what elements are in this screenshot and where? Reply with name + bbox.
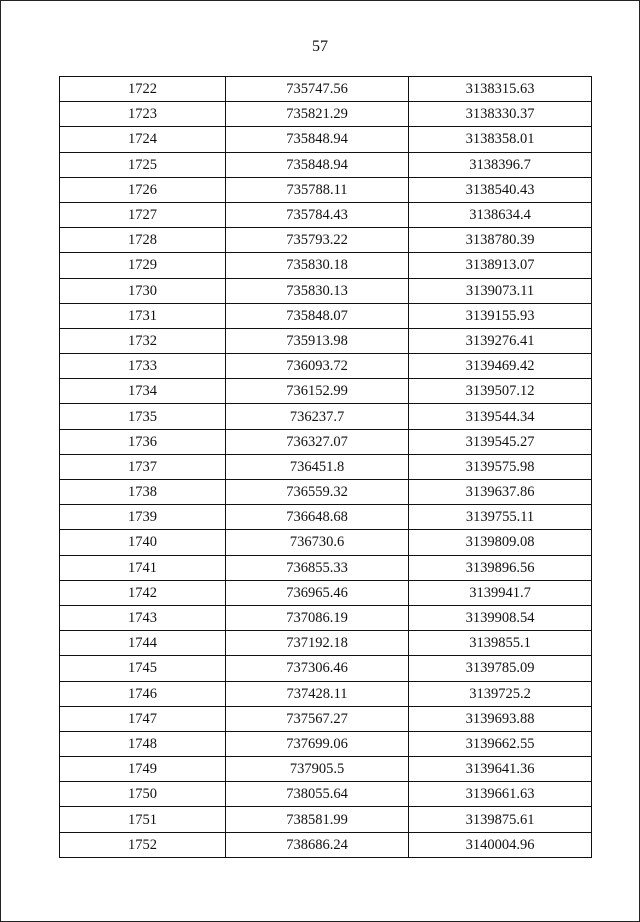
page-number: 57 <box>312 38 328 55</box>
x-coordinate-cell: 737428.11 <box>226 681 409 706</box>
table-row <box>60 631 592 656</box>
point-number-cell: 1733 <box>60 354 226 379</box>
x-coordinate-cell: 736327.07 <box>226 429 409 454</box>
y-coordinate-cell: 3139693.88 <box>409 706 592 731</box>
x-coordinate-cell: 735784.43 <box>226 202 409 227</box>
x-coordinate-cell: 735830.18 <box>226 253 409 278</box>
point-number-cell: 1738 <box>60 480 226 505</box>
point-number-cell: 1747 <box>60 706 226 731</box>
x-coordinate-cell: 737192.18 <box>226 631 409 656</box>
y-coordinate-cell: 3138396.7 <box>409 152 592 177</box>
x-coordinate-cell: 735821.29 <box>226 102 409 127</box>
table-row <box>60 127 592 152</box>
coordinate-table-body <box>60 77 592 858</box>
point-number-cell: 1740 <box>60 530 226 555</box>
y-coordinate-cell: 3139896.56 <box>409 555 592 580</box>
point-number-cell: 1732 <box>60 328 226 353</box>
x-coordinate-cell: 737905.5 <box>226 757 409 782</box>
table-row <box>60 328 592 353</box>
y-coordinate-cell: 3139908.54 <box>409 605 592 630</box>
x-coordinate-cell: 736093.72 <box>226 354 409 379</box>
point-number-cell: 1731 <box>60 303 226 328</box>
table-row <box>60 832 592 857</box>
y-coordinate-cell: 3139661.63 <box>409 782 592 807</box>
y-coordinate-cell: 3139809.08 <box>409 530 592 555</box>
x-coordinate-cell: 737306.46 <box>226 656 409 681</box>
point-number-cell: 1739 <box>60 505 226 530</box>
x-coordinate-cell: 738686.24 <box>226 832 409 857</box>
table-row <box>60 605 592 630</box>
y-coordinate-cell: 3139544.34 <box>409 404 592 429</box>
x-coordinate-cell: 735793.22 <box>226 228 409 253</box>
x-coordinate-cell: 736965.46 <box>226 580 409 605</box>
x-coordinate-cell: 735848.94 <box>226 127 409 152</box>
x-coordinate-cell: 736730.6 <box>226 530 409 555</box>
x-coordinate-cell: 736152.99 <box>226 379 409 404</box>
point-number-cell: 1742 <box>60 580 226 605</box>
table-row <box>60 202 592 227</box>
point-number-cell: 1730 <box>60 278 226 303</box>
x-coordinate-cell: 735747.56 <box>226 77 409 102</box>
point-number-cell: 1743 <box>60 605 226 630</box>
table-row <box>60 253 592 278</box>
y-coordinate-cell: 3138358.01 <box>409 127 592 152</box>
point-number-cell: 1744 <box>60 631 226 656</box>
y-coordinate-cell: 3138634.4 <box>409 202 592 227</box>
table-row <box>60 807 592 832</box>
y-coordinate-cell: 3139507.12 <box>409 379 592 404</box>
x-coordinate-cell: 736237.7 <box>226 404 409 429</box>
table-row <box>60 228 592 253</box>
table-row <box>60 555 592 580</box>
point-number-cell: 1745 <box>60 656 226 681</box>
table-row <box>60 706 592 731</box>
table-row <box>60 530 592 555</box>
y-coordinate-cell: 3139469.42 <box>409 354 592 379</box>
x-coordinate-cell: 738581.99 <box>226 807 409 832</box>
y-coordinate-cell: 3139575.98 <box>409 454 592 479</box>
x-coordinate-cell: 735830.13 <box>226 278 409 303</box>
y-coordinate-cell: 3139073.11 <box>409 278 592 303</box>
y-coordinate-cell: 3138780.39 <box>409 228 592 253</box>
y-coordinate-cell: 3138540.43 <box>409 177 592 202</box>
table-row <box>60 454 592 479</box>
coordinate-table <box>59 76 592 858</box>
table-row <box>60 782 592 807</box>
x-coordinate-cell: 735913.98 <box>226 328 409 353</box>
point-number-cell: 1727 <box>60 202 226 227</box>
x-coordinate-cell: 736451.8 <box>226 454 409 479</box>
table-row <box>60 303 592 328</box>
x-coordinate-cell: 737086.19 <box>226 605 409 630</box>
table-row <box>60 354 592 379</box>
point-number-cell: 1749 <box>60 757 226 782</box>
point-number-cell: 1723 <box>60 102 226 127</box>
y-coordinate-cell: 3139941.7 <box>409 580 592 605</box>
x-coordinate-cell: 735848.07 <box>226 303 409 328</box>
table-row <box>60 278 592 303</box>
y-coordinate-cell: 3139725.2 <box>409 681 592 706</box>
x-coordinate-cell: 735848.94 <box>226 152 409 177</box>
y-coordinate-cell: 3139637.86 <box>409 480 592 505</box>
y-coordinate-cell: 3138913.07 <box>409 253 592 278</box>
table-row <box>60 404 592 429</box>
table-row <box>60 656 592 681</box>
x-coordinate-cell: 736559.32 <box>226 480 409 505</box>
point-number-cell: 1736 <box>60 429 226 454</box>
y-coordinate-cell: 3139155.93 <box>409 303 592 328</box>
point-number-cell: 1725 <box>60 152 226 177</box>
point-number-cell: 1734 <box>60 379 226 404</box>
point-number-cell: 1750 <box>60 782 226 807</box>
x-coordinate-cell: 736855.33 <box>226 555 409 580</box>
table-row <box>60 77 592 102</box>
x-coordinate-cell: 736648.68 <box>226 505 409 530</box>
point-number-cell: 1726 <box>60 177 226 202</box>
point-number-cell: 1741 <box>60 555 226 580</box>
point-number-cell: 1751 <box>60 807 226 832</box>
table-row <box>60 731 592 756</box>
point-number-cell: 1728 <box>60 228 226 253</box>
x-coordinate-cell: 738055.64 <box>226 782 409 807</box>
y-coordinate-cell: 3140004.96 <box>409 832 592 857</box>
y-coordinate-cell: 3139855.1 <box>409 631 592 656</box>
table-row <box>60 505 592 530</box>
point-number-cell: 1722 <box>60 77 226 102</box>
y-coordinate-cell: 3139662.55 <box>409 731 592 756</box>
y-coordinate-cell: 3139545.27 <box>409 429 592 454</box>
table-row <box>60 681 592 706</box>
x-coordinate-cell: 737567.27 <box>226 706 409 731</box>
y-coordinate-cell: 3139641.36 <box>409 757 592 782</box>
point-number-cell: 1729 <box>60 253 226 278</box>
point-number-cell: 1735 <box>60 404 226 429</box>
x-coordinate-cell: 735788.11 <box>226 177 409 202</box>
table-row <box>60 102 592 127</box>
table-row <box>60 580 592 605</box>
table-row <box>60 480 592 505</box>
y-coordinate-cell: 3138330.37 <box>409 102 592 127</box>
table-row <box>60 177 592 202</box>
y-coordinate-cell: 3139755.11 <box>409 505 592 530</box>
y-coordinate-cell: 3138315.63 <box>409 77 592 102</box>
point-number-cell: 1748 <box>60 731 226 756</box>
table-row <box>60 429 592 454</box>
table-row <box>60 757 592 782</box>
point-number-cell: 1752 <box>60 832 226 857</box>
point-number-cell: 1724 <box>60 127 226 152</box>
y-coordinate-cell: 3139875.61 <box>409 807 592 832</box>
table-row <box>60 152 592 177</box>
point-number-cell: 1737 <box>60 454 226 479</box>
y-coordinate-cell: 3139276.41 <box>409 328 592 353</box>
y-coordinate-cell: 3139785.09 <box>409 656 592 681</box>
table-row <box>60 379 592 404</box>
point-number-cell: 1746 <box>60 681 226 706</box>
x-coordinate-cell: 737699.06 <box>226 731 409 756</box>
